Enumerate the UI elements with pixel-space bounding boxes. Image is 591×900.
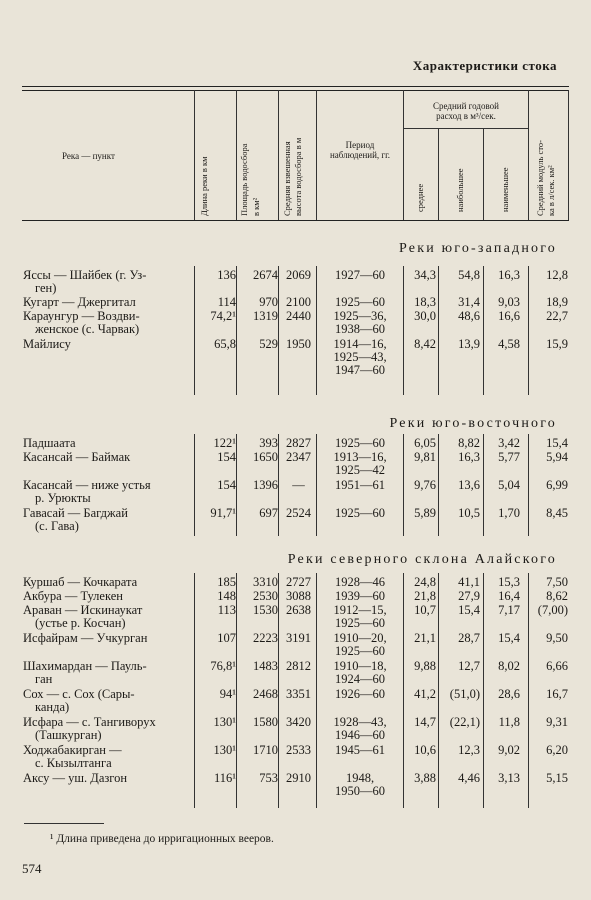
- header-height: Средняя взвешенная: [282, 141, 292, 216]
- cell-module: 15,9: [546, 337, 568, 351]
- cell-max: 10,5: [458, 506, 480, 520]
- cell-avg: 9,76: [414, 478, 436, 492]
- cell-min: 28,6: [498, 687, 520, 701]
- cell-period: [320, 604, 400, 630]
- header-avg: среднее: [415, 183, 425, 212]
- river-name-line: Исфайрам — Учкурган: [23, 631, 148, 645]
- cell-length: 107: [217, 631, 236, 645]
- cell-length: 113: [217, 603, 236, 617]
- cell-area: 1650: [253, 450, 278, 464]
- river-name-line: Яссы — Шайбек (г. Уз-: [23, 268, 147, 282]
- cell-period: [320, 660, 400, 686]
- period-line: 1925—60: [335, 616, 385, 630]
- cell-module: 22,7: [546, 309, 568, 323]
- header-period: [318, 140, 402, 160]
- cell-min: 16,6: [498, 309, 520, 323]
- cell-avg: 10,7: [414, 603, 436, 617]
- header-height-2: высота водосбора в м: [293, 137, 303, 216]
- river-name-line: Сох — с. Сох (Сары-: [23, 687, 135, 701]
- cell-avg: 8,42: [414, 337, 436, 351]
- cell-module: (7,00): [537, 603, 568, 617]
- cell-avg: 9,81: [414, 450, 436, 464]
- cell-min: 5,04: [498, 478, 520, 492]
- period-line: 1951—61: [335, 478, 385, 492]
- river-name-line: Шахимардан — Пауль-: [23, 659, 147, 673]
- cell-height: 2100: [286, 295, 311, 309]
- period-line: 1938—60: [335, 322, 385, 336]
- cell-height: 2827: [286, 436, 311, 450]
- period-line: 1925—60: [335, 644, 385, 658]
- river-name-line: (устье р. Косчан): [35, 616, 126, 630]
- period-line: 1925—43,: [333, 350, 387, 364]
- period-line: 1924—60: [335, 672, 385, 686]
- col-sep: [568, 90, 569, 220]
- cell-area: 393: [259, 436, 278, 450]
- cell-period: [320, 507, 400, 520]
- cell-max: 28,7: [458, 631, 480, 645]
- period-line: 1925—60: [335, 506, 385, 520]
- cell-min: 9,02: [498, 743, 520, 757]
- cell-module: 6,66: [546, 659, 568, 673]
- cell-length: 116¹: [213, 771, 236, 785]
- cell-length: 74,2¹: [210, 309, 236, 323]
- cell-avg: 3,88: [414, 771, 436, 785]
- cell-area: 2223: [253, 631, 278, 645]
- footnote: ¹ Длина приведена до ирригационных вееров.: [50, 833, 274, 845]
- cell-max: (22,1): [449, 715, 480, 729]
- cell-area: 697: [259, 506, 278, 520]
- cell-min: 4,58: [498, 337, 520, 351]
- river-name: [23, 296, 183, 309]
- cell-area: 1710: [253, 743, 278, 757]
- header-length: Длина реки в км: [199, 156, 209, 216]
- cell-avg: 5,89: [414, 506, 436, 520]
- cell-avg: 34,3: [414, 268, 436, 282]
- river-name-line: (с. Гава): [35, 519, 79, 533]
- col-sep: [483, 266, 484, 395]
- river-name-line: Майлису: [23, 337, 71, 351]
- period-line: 1925—36,: [333, 309, 387, 323]
- cell-max: 13,9: [458, 337, 480, 351]
- cell-period: [320, 716, 400, 742]
- cell-height: 2727: [286, 575, 311, 589]
- header-period-2: наблюдений, гг.: [329, 150, 391, 160]
- cell-area: 1396: [253, 478, 278, 492]
- river-name: [23, 451, 183, 464]
- cell-avg: 30,0: [414, 309, 436, 323]
- river-name-line: Касансай — Баймак: [23, 450, 131, 464]
- footnote-rule: [24, 823, 104, 824]
- period-line: 1910—20,: [333, 631, 387, 645]
- header-module: Средний модуль сто-: [535, 140, 545, 216]
- cell-module: 16,7: [546, 687, 568, 701]
- period-line: 1928—46: [335, 575, 385, 589]
- cell-min: 3,13: [498, 771, 520, 785]
- cell-height: 2533: [286, 743, 311, 757]
- cell-max: 4,46: [458, 771, 480, 785]
- col-sep: [278, 266, 279, 395]
- header-discharge-1: Средний годовой: [433, 101, 499, 111]
- cell-module: 12,8: [546, 268, 568, 282]
- cell-max: 48,6: [458, 309, 480, 323]
- cell-max: 54,8: [458, 268, 480, 282]
- river-name: [23, 744, 183, 770]
- col-sep: [236, 90, 237, 220]
- period-line: 1925—60: [335, 295, 385, 309]
- cell-length: 185: [217, 575, 236, 589]
- river-name-line: Касансай — ниже устья: [23, 478, 151, 492]
- cell-height: —: [292, 478, 305, 492]
- col-sep: [278, 573, 279, 808]
- cell-area: 1319: [253, 309, 278, 323]
- cell-height: 2347: [286, 450, 311, 464]
- cell-height: 2638: [286, 603, 311, 617]
- col-sep: [194, 266, 195, 395]
- cell-module: 8,62: [546, 589, 568, 603]
- river-name-line: женское (с. Чарвак): [35, 322, 140, 336]
- header-discharge: [404, 101, 528, 121]
- page-number: 574: [22, 861, 42, 876]
- cell-period: [320, 632, 400, 658]
- col-sep: [236, 573, 237, 808]
- river-name: [23, 576, 183, 589]
- river-name-line: канда): [35, 700, 70, 714]
- period-line: 1913—16,: [333, 450, 387, 464]
- cell-max: 27,9: [458, 589, 480, 603]
- cell-max: 13,6: [458, 478, 480, 492]
- cell-min: 5,77: [498, 450, 520, 464]
- period-line: 1926—60: [335, 687, 385, 701]
- period-line: 1948,: [345, 771, 375, 785]
- cell-period: [320, 772, 400, 798]
- cell-min: 11,8: [498, 715, 520, 729]
- cell-avg: 21,8: [414, 589, 436, 603]
- cell-area: 2674: [253, 268, 278, 282]
- section-title: Реки юго-восточного: [389, 416, 557, 431]
- cell-module: 6,20: [546, 743, 568, 757]
- cell-max: (51,0): [449, 687, 480, 701]
- cell-avg: 6,05: [414, 436, 436, 450]
- cell-length: 94¹: [219, 687, 236, 701]
- cell-period: [320, 437, 400, 450]
- river-name: [23, 632, 183, 645]
- header-max: наибольшее: [455, 168, 465, 212]
- cell-area: 970: [259, 295, 278, 309]
- header-top-rule-2: [22, 90, 569, 91]
- cell-period: [320, 590, 400, 603]
- cell-area: 753: [259, 771, 278, 785]
- cell-height: 2910: [286, 771, 311, 785]
- header-module-2: ка в л/сек. км²: [546, 165, 556, 216]
- header-river: Река — пункт: [62, 151, 115, 161]
- cell-length: 136: [217, 268, 236, 282]
- river-name: [23, 437, 183, 450]
- cell-length: 76,8¹: [210, 659, 236, 673]
- col-sep: [483, 128, 484, 220]
- period-line: 1946—60: [335, 728, 385, 742]
- cell-height: 1950: [286, 337, 311, 351]
- river-name-line: Ходжабакирган —: [23, 743, 122, 757]
- river-name: [23, 507, 183, 533]
- river-name-line: Араван — Искинаукат: [23, 603, 143, 617]
- col-sep: [438, 128, 439, 220]
- period-line: 1947—60: [335, 363, 385, 377]
- cell-module: 5,15: [546, 771, 568, 785]
- cell-period: [320, 576, 400, 589]
- cell-max: 15,4: [458, 603, 480, 617]
- header-bottom-rule: [22, 220, 569, 221]
- river-name-line: с. Кызылтанга: [35, 756, 112, 770]
- cell-period: [320, 296, 400, 309]
- col-sep: [236, 266, 237, 395]
- period-line: 1945—61: [335, 743, 385, 757]
- period-line: 1912—15,: [333, 603, 387, 617]
- cell-avg: 10,6: [414, 743, 436, 757]
- col-sep: [528, 266, 529, 395]
- period-line: 1914—16,: [333, 337, 387, 351]
- cell-length: 65,8: [214, 337, 236, 351]
- col-sep: [278, 90, 279, 220]
- cell-avg: 9,88: [414, 659, 436, 673]
- header-area-1: Площадь водосбора: [239, 143, 249, 216]
- header-min: наименьшее: [500, 167, 510, 212]
- cell-area: 2468: [253, 687, 278, 701]
- river-name-line: Акбура — Тулекен: [23, 589, 123, 603]
- cell-length: 130¹: [213, 743, 236, 757]
- river-name-line: ган: [35, 672, 53, 686]
- header-top-rule: [22, 86, 569, 87]
- period-line: 1927—60: [335, 268, 385, 282]
- river-name-line: Кугарт — Джергитал: [23, 295, 136, 309]
- cell-length: 148: [217, 589, 236, 603]
- river-name: [23, 716, 183, 742]
- cell-module: 5,94: [546, 450, 568, 464]
- header-area: [240, 144, 249, 217]
- header-period-1: Период: [345, 140, 375, 150]
- cell-period: [320, 479, 400, 492]
- col-sep: [316, 90, 317, 220]
- cell-period: [320, 451, 400, 477]
- cell-module: 7,50: [546, 575, 568, 589]
- cell-height: 3191: [286, 631, 311, 645]
- period-line: 1925—60: [335, 436, 385, 450]
- river-name: [23, 269, 183, 295]
- cell-height: 2069: [286, 268, 311, 282]
- river-name-line: Падшаата: [23, 436, 76, 450]
- cell-period: [320, 269, 400, 282]
- cell-module: 9,50: [546, 631, 568, 645]
- river-name: [23, 604, 183, 630]
- river-name: [23, 660, 183, 686]
- river-name: [23, 772, 183, 785]
- cell-max: 12,7: [458, 659, 480, 673]
- period-line: 1910—18,: [333, 659, 387, 673]
- cell-height: 3420: [286, 715, 311, 729]
- cell-area: 1530: [253, 603, 278, 617]
- cell-min: 15,4: [498, 631, 520, 645]
- cell-max: 31,4: [458, 295, 480, 309]
- cell-avg: 14,7: [414, 715, 436, 729]
- period-line: 1925—42: [335, 463, 385, 477]
- cell-module: 18,9: [546, 295, 568, 309]
- header-area-unit: в км²: [251, 197, 261, 216]
- river-name-line: Куршаб — Кочкарата: [23, 575, 138, 589]
- cell-height: 3088: [286, 589, 311, 603]
- col-sep: [236, 434, 237, 536]
- cell-length: 154: [217, 450, 236, 464]
- col-sep: [278, 434, 279, 536]
- cell-min: 16,4: [498, 589, 520, 603]
- cell-length: 91,7¹: [210, 506, 236, 520]
- river-name-line: Аксу — уш. Дазгон: [23, 771, 128, 785]
- col-sep: [403, 266, 404, 395]
- cell-min: 16,3: [498, 268, 520, 282]
- section-title: Реки северного склона Алайского: [287, 552, 557, 567]
- cell-height: 2440: [286, 309, 311, 323]
- cell-min: 9,03: [498, 295, 520, 309]
- cell-period: [320, 744, 400, 757]
- col-sep: [438, 266, 439, 395]
- cell-max: 12,3: [458, 743, 480, 757]
- river-name-line: р. Урюкты: [35, 491, 91, 505]
- river-name: [23, 310, 183, 336]
- cell-length: 130¹: [213, 715, 236, 729]
- cell-module: 9,31: [546, 715, 568, 729]
- cell-avg: 41,2: [414, 687, 436, 701]
- cell-module: 15,4: [546, 436, 568, 450]
- cell-area: 529: [259, 337, 278, 351]
- cell-avg: 21,1: [414, 631, 436, 645]
- page-title: Характеристики стока: [412, 58, 557, 73]
- cell-height: 2812: [286, 659, 311, 673]
- header-discharge-2: расход в м³/сек.: [436, 111, 496, 121]
- cell-area: 3310: [253, 575, 278, 589]
- period-line: 1950—60: [335, 784, 385, 798]
- cell-area: 2530: [253, 589, 278, 603]
- river-name: [23, 688, 183, 714]
- cell-area: 1580: [253, 715, 278, 729]
- river-name-line: Караунгур — Воздви-: [23, 309, 140, 323]
- cell-height: 3351: [286, 687, 311, 701]
- cell-min: 1,70: [498, 506, 520, 520]
- cell-period: [320, 688, 400, 701]
- cell-avg: 18,3: [414, 295, 436, 309]
- cell-min: 8,02: [498, 659, 520, 673]
- river-name: [23, 479, 183, 505]
- cell-length: 114: [217, 295, 236, 309]
- cell-max: 41,1: [458, 575, 480, 589]
- cell-length: 122¹: [213, 436, 236, 450]
- river-name-line: ген): [35, 281, 57, 295]
- cell-max: 8,82: [458, 436, 480, 450]
- cell-avg: 24,8: [414, 575, 436, 589]
- cell-period: [320, 338, 400, 377]
- discharge-rule: [403, 128, 528, 129]
- cell-min: 3,42: [498, 436, 520, 450]
- cell-max: 16,3: [458, 450, 480, 464]
- col-sep: [316, 266, 317, 395]
- cell-period: [320, 310, 400, 336]
- col-sep: [194, 90, 195, 220]
- river-name-line: Гавасай — Багджай: [23, 506, 128, 520]
- period-line: 1928—43,: [333, 715, 387, 729]
- river-name: [23, 590, 183, 603]
- cell-module: 6,99: [546, 478, 568, 492]
- river-name-line: (Ташкурган): [35, 728, 102, 742]
- cell-height: 2524: [286, 506, 311, 520]
- cell-area: 1483: [253, 659, 278, 673]
- cell-min: 7,17: [498, 603, 520, 617]
- section-title: Реки юго-западного: [399, 241, 557, 256]
- period-line: 1939—60: [335, 589, 385, 603]
- cell-module: 8,45: [546, 506, 568, 520]
- river-name: [23, 338, 183, 351]
- river-name-line: Исфара — с. Тангиворух: [23, 715, 156, 729]
- col-sep: [528, 90, 529, 220]
- cell-min: 15,3: [498, 575, 520, 589]
- cell-length: 154: [217, 478, 236, 492]
